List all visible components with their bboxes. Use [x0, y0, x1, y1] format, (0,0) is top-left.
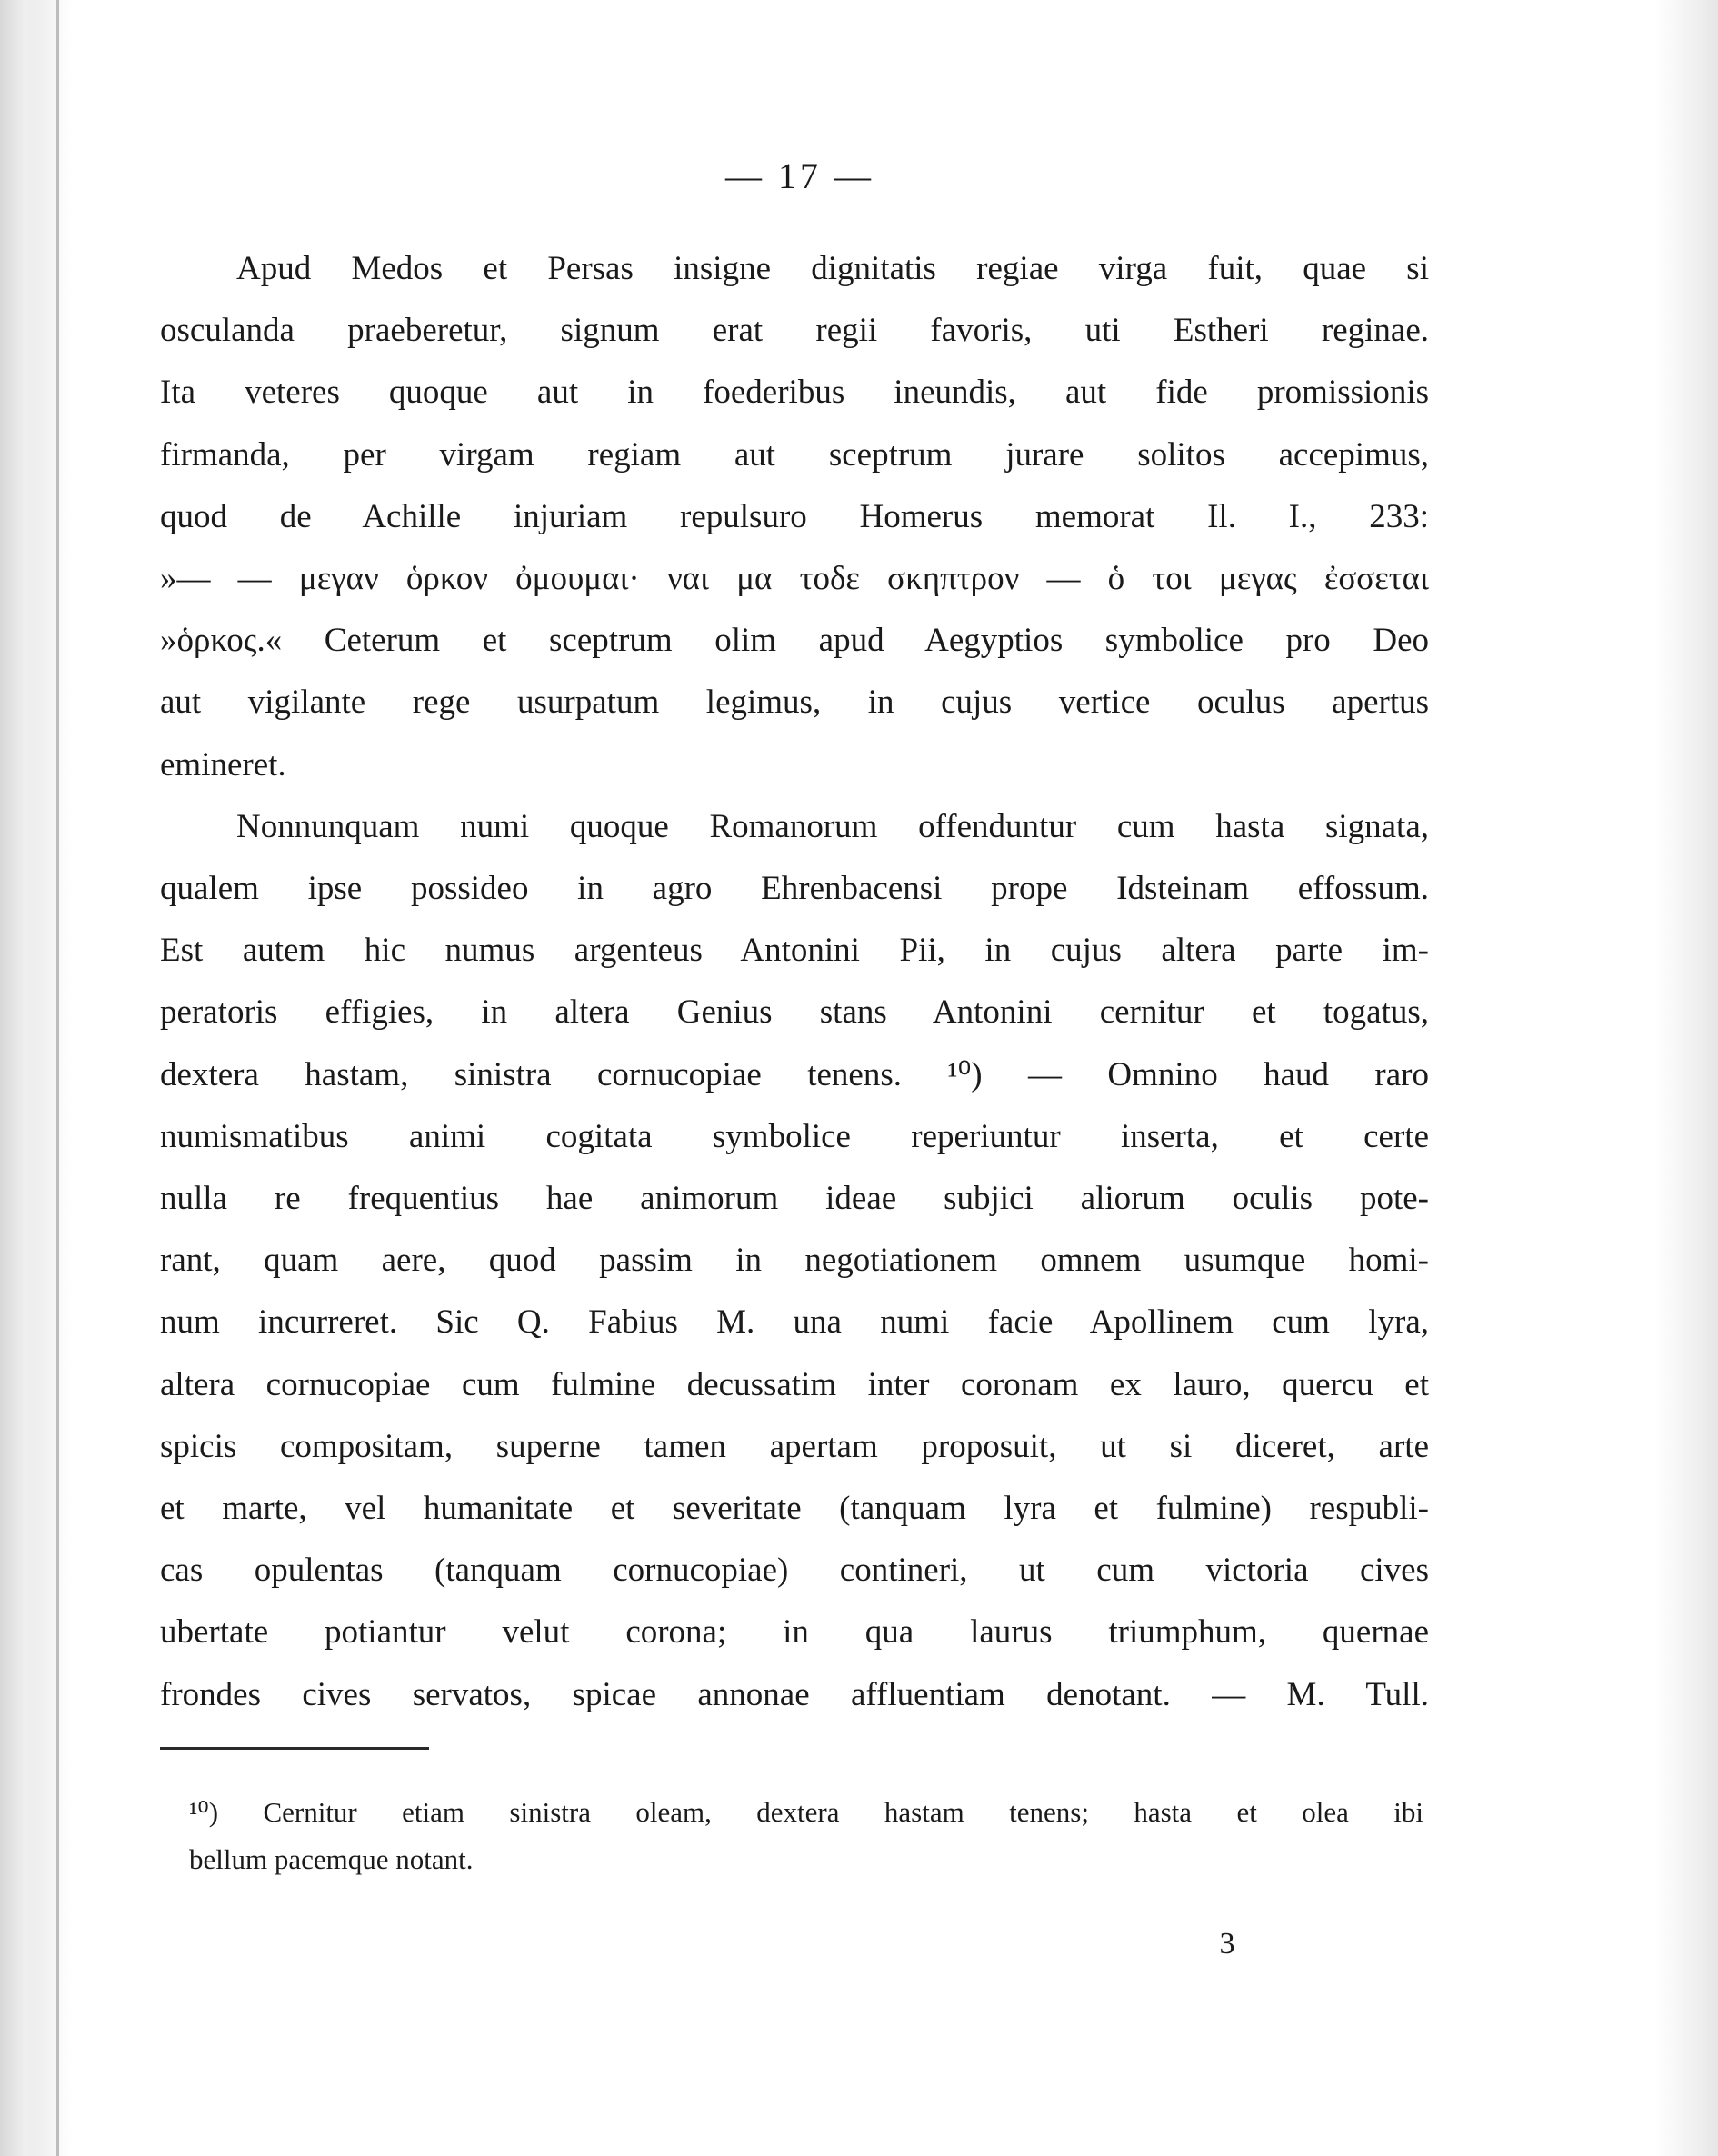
text-line: Apud Medos et Persas insigne dignitatis regiae virga fuit, quae si: [236, 250, 1429, 287]
signature-mark: 3: [1219, 1927, 1235, 1961]
text-line: spicis compositam, superne tamen apertam proposuit, ut si diceret, arte: [160, 1427, 1429, 1465]
text-line: cas opulentas (tanquam cornucopiae) contineri, ut cum victoria cives: [160, 1552, 1429, 1590]
footnote-line: bellum pacemque notant.: [189, 1843, 474, 1875]
text-line: nulla re frequentius hae animorum ideae subjici aliorum oculis pote-: [160, 1180, 1429, 1218]
text-line: ubertate potiantur velut corona; in qua laurus triumphum, quernae: [160, 1613, 1429, 1652]
text-line-greek: »— — μεγαν ὁρκον ὀμουμαι· ναι μα τοδε σκηπτρον — ὁ τοι μεγας ἐσσεται: [160, 560, 1429, 598]
footnote-rule: [160, 1747, 429, 1750]
text-line: Ita veteres quoque aut in foederibus ineundis, aut fide promissionis: [160, 374, 1429, 412]
text-line: et marte, vel humanitate et severitate (tanquam lyra et fulmine) respubli-: [160, 1490, 1429, 1528]
text-line: firmanda, per virgam regiam aut sceptrum jurare solitos accepimus,: [160, 435, 1429, 474]
text-line: qualem ipse possideo in agro Ehrenbacensi prope Idsteinam effossum.: [160, 870, 1429, 908]
text-line: Est autem hic numus argenteus Antonini Pii, in cujus altera parte im-: [160, 932, 1429, 970]
text-line: emineret.: [160, 745, 286, 784]
text-line: aut vigilante rege usurpatum legimus, in cujus vertice oculus apertus: [160, 684, 1429, 722]
text-line: numismatibus animi cogitata symbolice reperiuntur inserta, et certe: [160, 1117, 1429, 1155]
binding-gutter: [0, 0, 64, 2156]
text-line: num incurreret. Sic Q. Fabius M. una numi facie Apollinem cum lyra,: [160, 1303, 1429, 1342]
main-text: [160, 238, 1429, 1726]
text-line: altera cornucopiae cum fulmine decussatim inter coronam ex lauro, quercu et: [160, 1365, 1429, 1403]
paragraph-1: [160, 238, 1429, 796]
footnote: [189, 1789, 1423, 1883]
text-line: quod de Achille injuriam repulsuro Homerus memorat Il. I., 233:: [160, 497, 1429, 535]
text-line: rant, quam aere, quod passim in negotiationem omnem usumque homi-: [160, 1242, 1429, 1280]
paragraph-2: [160, 796, 1429, 1726]
text-line: Nonnunquam numi quoque Romanorum offenduntur cum hasta signata,: [236, 807, 1429, 845]
text-line: »ὁρκος.« Ceterum et sceptrum olim apud Aegyptios symbolice pro Deo: [160, 622, 1429, 660]
text-line: osculanda praeberetur, signum erat regii favoris, uti Estheri reginae.: [160, 312, 1429, 350]
page-number: — 17 —: [725, 155, 874, 196]
text-line: frondes cives servatos, spicae annonae affluentiam denotant. — M. Tull.: [160, 1675, 1429, 1713]
text-line: peratoris effigies, in altera Genius stans Antonini cernitur et togatus,: [160, 993, 1429, 1032]
text-line: dextera hastam, sinistra cornucopiae tenens. ¹⁰) — Omnino haud raro: [160, 1055, 1429, 1093]
gutter-line: [56, 0, 59, 2156]
footnote-line: ¹⁰) Cernitur etiam sinistra oleam, dextera hastam tenens; hasta et olea ibi: [189, 1796, 1423, 1828]
